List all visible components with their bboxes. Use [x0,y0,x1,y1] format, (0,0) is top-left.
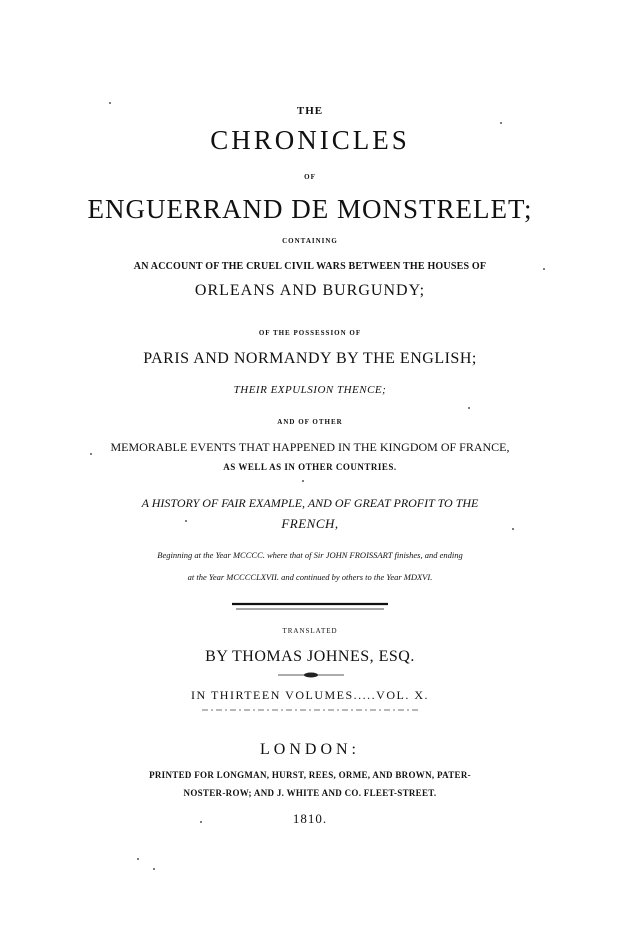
paper-speck [302,480,304,482]
memorable-line-2: AS WELL AS IN OTHER COUNTRIES. [223,462,397,472]
beginning-line-2: at the Year MCCCCLXVII. and continued by others to the Year MDXVI. [187,572,433,582]
year-line: 1810. [292,811,328,826]
account-line-2: ORLEANS AND BURGUNDY; [194,282,426,299]
expulsion-line: THEIR EXPULSION THENCE; [233,384,387,396]
printed-line-2: NOSTER-ROW; AND J. WHITE AND CO. FLEET-STREET. [183,788,437,798]
city-line: LONDON: [260,741,360,758]
history-line-2: FRENCH, [281,516,339,531]
printed-line-1: PRINTED FOR LONGMAN, HURST, REES, ORME, AND BROWN, PATER- [149,770,471,780]
translator-line: BY THOMAS JOHNES, ESQ. [205,648,415,665]
paper-speck [109,102,111,104]
and-of-other-label: AND OF OTHER [277,418,343,426]
title-of: OF [304,173,316,181]
paper-speck [543,268,545,270]
paper-speck [512,528,514,530]
paper-speck [200,821,202,823]
double-rule-ornament [230,600,390,612]
paper-speck [500,122,502,124]
paper-speck [185,520,187,522]
flourish-ornament [276,670,346,680]
history-line-1: A HISTORY OF FAIR EXAMPLE, AND OF GREAT PROFIT TO THE [141,496,479,510]
paper-speck [90,453,92,455]
beginning-line-1: Beginning at the Year MCCCC. where that of Sir JOHN FROISSART finishes, and ending [157,550,463,560]
account-line-1: AN ACCOUNT OF THE CRUEL CIVIL WARS BETWEEN THE HOUSES OF [133,261,487,272]
possession-label: OF THE POSSESSION OF [258,329,362,337]
paper-speck [468,407,470,409]
title-chronicles: CHRONICLES [210,125,410,155]
dashed-rule [200,706,420,714]
title-the: THE [296,105,324,117]
memorable-line-1: MEMORABLE EVENTS THAT HAPPENED IN THE KINGDOM OF FRANCE, [110,440,510,454]
volumes-line: IN THIRTEEN VOLUMES.....VOL. X. [191,688,429,702]
translated-label: TRANSLATED [282,627,338,635]
author-name: ENGUERRAND DE MONSTRELET; [87,194,533,224]
paris-line: PARIS AND NORMANDY BY THE ENGLISH; [143,350,477,367]
paper-speck [153,868,155,870]
paper-speck [137,858,139,860]
containing-label: CONTAINING [282,237,338,245]
